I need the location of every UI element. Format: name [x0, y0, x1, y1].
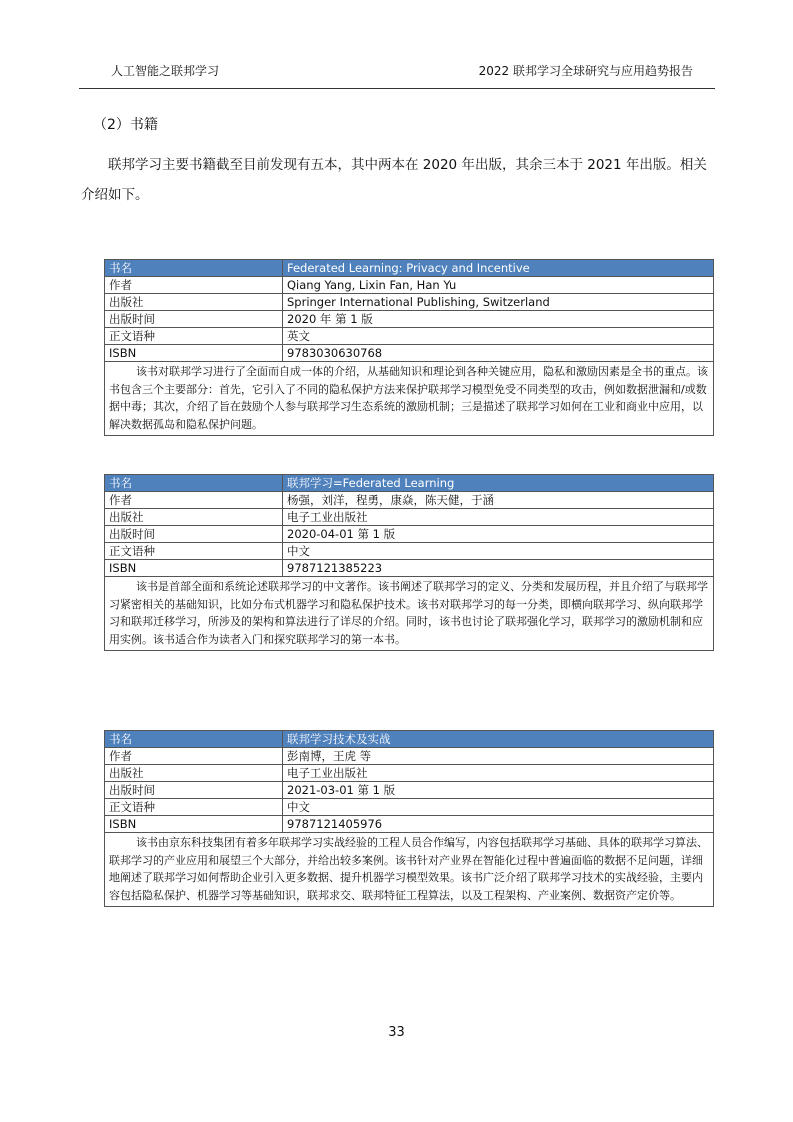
table-row	[105, 475, 714, 492]
author-label: 作者	[105, 277, 283, 294]
language-label: 正文语种	[105, 543, 283, 560]
book-date: 2020 年 第 1 版	[283, 311, 714, 328]
header-right: 2022 联邦学习全球研究与应用趋势报告	[478, 64, 693, 78]
book-isbn: 9787121405976	[283, 816, 714, 833]
book-author: Qiang Yang, Lixin Fan, Han Yu	[283, 277, 714, 294]
table-row	[105, 328, 714, 345]
author-label: 作者	[105, 748, 283, 765]
table-row	[105, 345, 714, 362]
table-row	[105, 765, 714, 782]
table-row	[105, 509, 714, 526]
title-label: 书名	[105, 731, 283, 748]
header-left: 人工智能之联邦学习	[111, 64, 220, 78]
table-row	[105, 833, 714, 907]
book-isbn: 9783030630768	[283, 345, 714, 362]
book-description: 该书对联邦学习进行了全面而自成一体的介绍，从基础知识和理论到各种关键应用，隐私和激励因素是全书的重点。该书包含三个主要部分：首先，它引入了不同的隐私保护方法来保护联邦学习模型免受不同类型的攻击，例如数据泄漏和/或数据中毒；其次，介绍了旨在鼓励个人参与联邦学习生态系统的激励机制；三是描述了联邦学习如何在工业和商业中应用，以解决数据孤岛和隐私保护问题。	[105, 362, 714, 436]
book-publisher: 电子工业出版社	[283, 509, 714, 526]
isbn-label: ISBN	[105, 816, 283, 833]
book-publisher: 电子工业出版社	[283, 765, 714, 782]
book-date: 2020-04-01 第 1 版	[283, 526, 714, 543]
book-author: 杨强，刘洋，程勇，康焱，陈天健，于涵	[283, 492, 714, 509]
book-author: 彭南博，王虎 等	[283, 748, 714, 765]
book-publisher: Springer International Publishing, Switzerland	[283, 294, 714, 311]
table-row	[105, 731, 714, 748]
book-language: 中文	[283, 543, 714, 560]
author-label: 作者	[105, 492, 283, 509]
publisher-label: 出版社	[105, 294, 283, 311]
table-row	[105, 560, 714, 577]
table-row	[105, 526, 714, 543]
language-label: 正文语种	[105, 328, 283, 345]
date-label: 出版时间	[105, 526, 283, 543]
book-date: 2021-03-01 第 1 版	[283, 782, 714, 799]
table-row	[105, 260, 714, 277]
table-row	[105, 799, 714, 816]
table-row	[105, 816, 714, 833]
book-language: 中文	[283, 799, 714, 816]
book-title: 联邦学习=Federated Learning	[283, 475, 714, 492]
intro-paragraph: 联邦学习主要书籍截至目前发现有五本，其中两本在 2020 年出版，其余三本于 2021 年出版。相关介绍如下。	[81, 157, 707, 203]
page-number: 33	[388, 1025, 405, 1040]
book-description: 该书由京东科技集团有着多年联邦学习实战经验的工程人员合作编写，内容包括联邦学习基础、具体的联邦学习算法、联邦学习的产业应用和展望三个大部分，并给出较多案例。该书针对产业界在智能化过程中普遍面临的数据不足问题，详细地阐述了联邦学习如何帮助企业引入更多数据、提升机器学习模型效果。该书广泛介绍了联邦学习技术的实战经验，主要内容包括隐私保护、机器学习等基础知识，联邦求交、联邦特征工程算法，以及工程架构、产业案例、数据资产定价等。	[105, 833, 714, 907]
publisher-label: 出版社	[105, 765, 283, 782]
title-label: 书名	[105, 475, 283, 492]
table-row	[105, 492, 714, 509]
section-title: （2）书籍	[93, 117, 158, 133]
table-row	[105, 577, 714, 651]
book-isbn: 9787121385223	[283, 560, 714, 577]
book-title: 联邦学习技术及实战	[283, 731, 714, 748]
language-label: 正文语种	[105, 799, 283, 816]
table-row	[105, 362, 714, 436]
isbn-label: ISBN	[105, 560, 283, 577]
page-header	[79, 58, 715, 89]
date-label: 出版时间	[105, 311, 283, 328]
date-label: 出版时间	[105, 782, 283, 799]
book-table-1	[104, 259, 714, 436]
table-row	[105, 277, 714, 294]
table-row	[105, 748, 714, 765]
book-table-3	[104, 730, 714, 907]
book-title: Federated Learning: Privacy and Incentive	[283, 260, 714, 277]
book-table-2	[104, 474, 714, 651]
table-row	[105, 782, 714, 799]
table-row	[105, 311, 714, 328]
publisher-label: 出版社	[105, 509, 283, 526]
book-description: 该书是首部全面和系统论述联邦学习的中文著作。该书阐述了联邦学习的定义、分类和发展历程，并且介绍了与联邦学习紧密相关的基础知识，比如分布式机器学习和隐私保护技术。该书对联邦学习的每一分类，即横向联邦学习、纵向联邦学习和联邦迁移学习，所涉及的架构和算法进行了详尽的介绍。同时，该书也讨论了联邦强化学习，联邦学习的激励机制和应用实例。该书适合作为读者入门和探究联邦学习的第一本书。	[105, 577, 714, 651]
table-row	[105, 543, 714, 560]
book-language: 英文	[283, 328, 714, 345]
table-row	[105, 294, 714, 311]
isbn-label: ISBN	[105, 345, 283, 362]
title-label: 书名	[105, 260, 283, 277]
